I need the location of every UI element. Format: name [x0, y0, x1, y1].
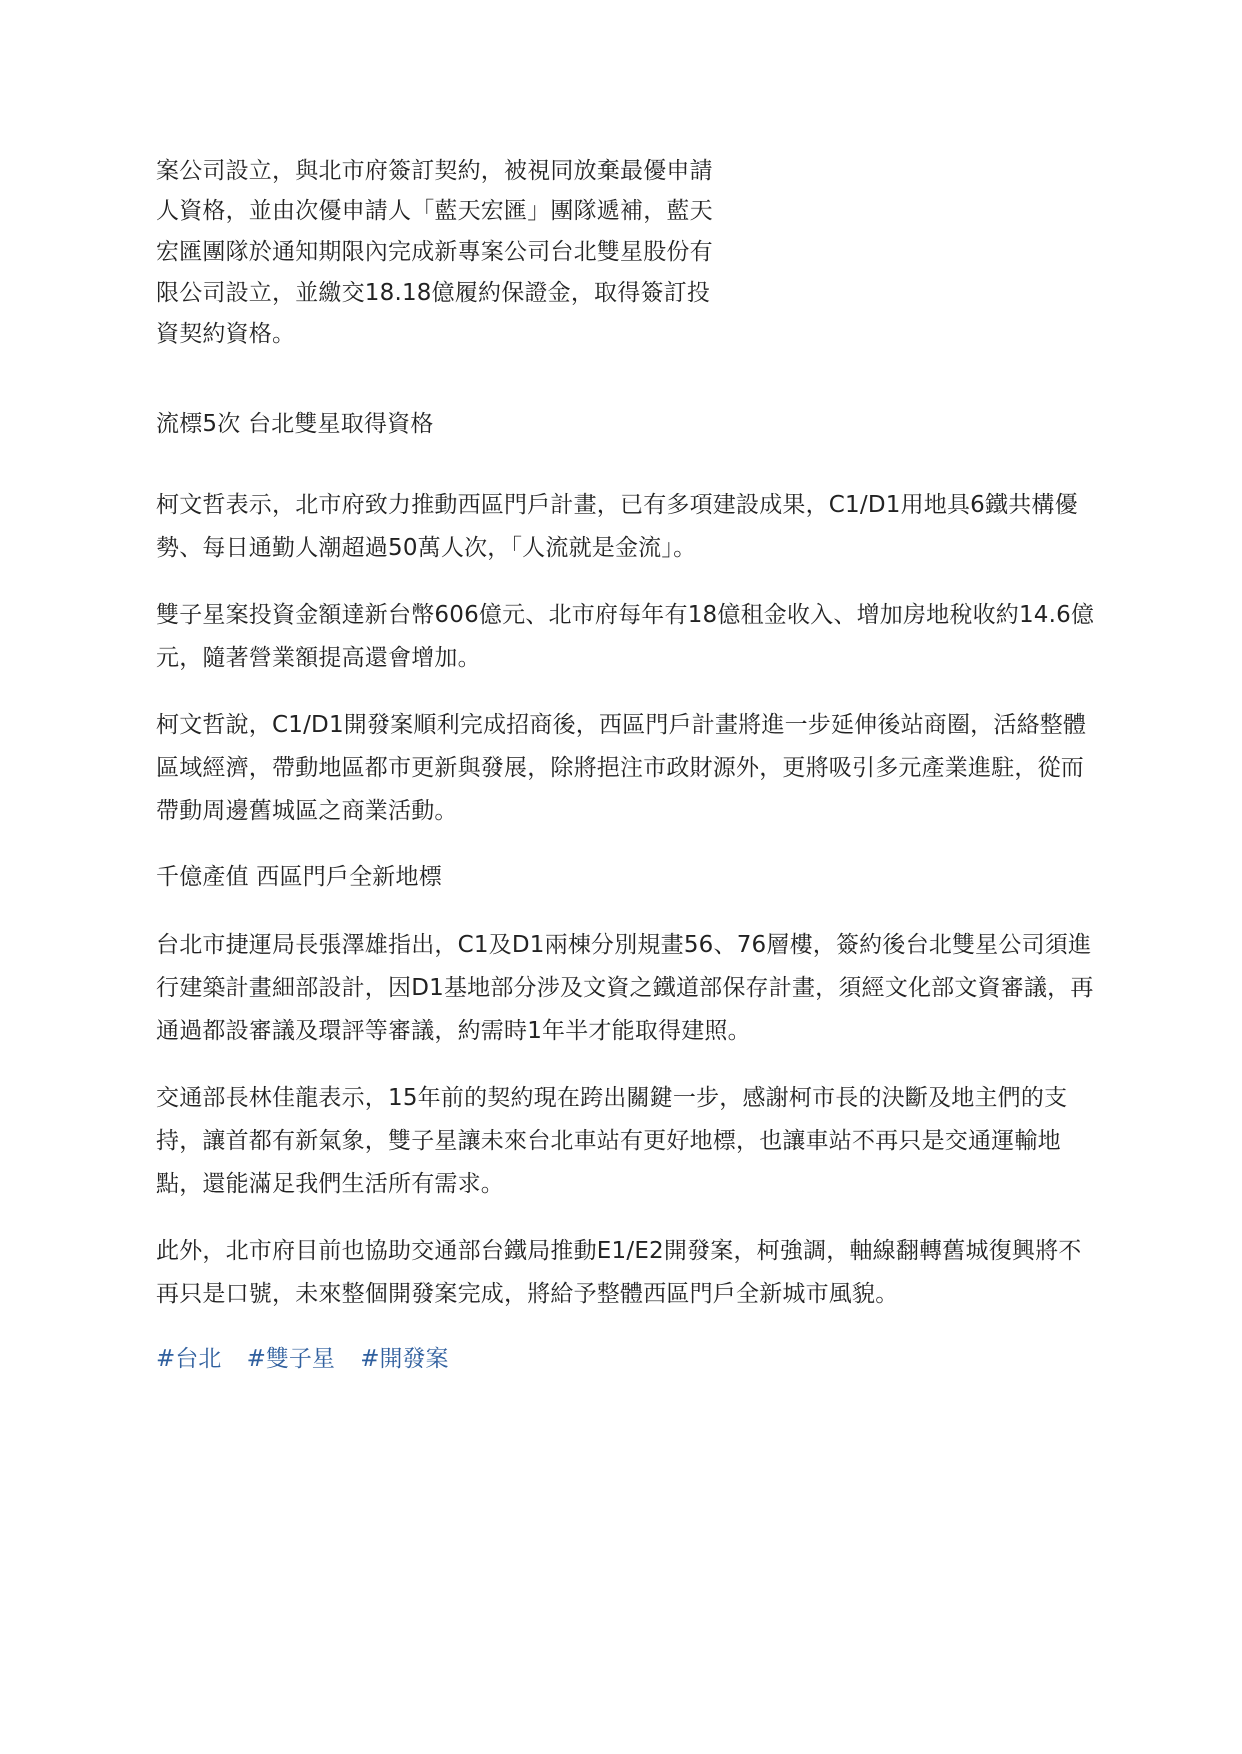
- paragraph-line: 帶動周邊舊城區之商業活動。: [156, 798, 458, 824]
- paragraph-line: 雙子星案投資金額達新台幣606億元、北市府每年有18億租金收入、增加房地稅收約14.6億: [156, 602, 1095, 628]
- tag-link[interactable]: #開發案: [360, 1346, 449, 1372]
- paragraph-line: 柯文哲說，C1/D1開發案順利完成招商後，西區門戶計畫將進一步延伸後站商圈，活絡整體: [156, 712, 1087, 738]
- tag-link[interactable]: #雙子星: [246, 1346, 335, 1372]
- paragraph-line: 點，還能滿足我們生活所有需求。: [156, 1171, 504, 1197]
- paragraph-line: 通過都設審議及環評等審議，約需時1年半才能取得建照。: [156, 1018, 751, 1044]
- section-heading: 千億產值 西區門戶全新地標: [156, 864, 442, 890]
- paragraph-line: 區域經濟，帶動地區都市更新與發展，除將挹注市政財源外，更將吸引多元產業進駐，從而: [156, 755, 1084, 781]
- paragraph-line: 限公司設立，並繳交18.18億履約保證金，取得簽訂投: [156, 280, 711, 306]
- paragraph-line: 資契約資格。: [156, 321, 296, 347]
- tag-list: [156, 1344, 466, 1374]
- section-heading: 流標5次 台北雙星取得資格: [156, 411, 434, 437]
- paragraph-line: 交通部長林佳龍表示，15年前的契約現在跨出關鍵一步，感謝柯市長的決斷及地主們的支: [156, 1085, 1068, 1111]
- tag-link[interactable]: #台北: [156, 1346, 222, 1372]
- paragraph-line: 行建築計畫細部設計，因D1基地部分涉及文資之鐵道部保存計畫，須經文化部文資審議，再: [156, 975, 1094, 1001]
- paragraph-line: 此外，北市府目前也協助交通部台鐵局推動E1/E2開發案，柯強調，軸線翻轉舊城復興將不: [156, 1238, 1082, 1264]
- paragraph-line: 案公司設立，與北市府簽訂契約，被視同放棄最優申請: [156, 158, 713, 184]
- paragraph-line: 持，讓首都有新氣象，雙子星讓未來台北車站有更好地標，也讓車站不再只是交通運輸地: [156, 1128, 1061, 1154]
- paragraph-line: 元，隨著營業額提高還會增加。: [156, 645, 481, 671]
- paragraph-line: 勢、每日通勤人潮超過50萬人次，「人流就是金流」。: [156, 535, 697, 561]
- paragraph-line: 台北市捷運局長張澤雄指出，C1及D1兩棟分別規畫56、76層樓，簽約後台北雙星公司須進: [156, 932, 1092, 958]
- paragraph-line: 再只是口號，未來整個開發案完成，將給予整體西區門戶全新城市風貌。: [156, 1281, 899, 1307]
- paragraph-line: 宏匯團隊於通知期限內完成新專案公司台北雙星股份有: [156, 239, 713, 265]
- paragraph-line: 柯文哲表示，北市府致力推動西區門戶計畫，已有多項建設成果，C1/D1用地具6鐵共構優: [156, 492, 1078, 518]
- paragraph-line: 人資格，並由次優申請人「藍天宏匯」團隊遞補，藍天: [156, 198, 713, 224]
